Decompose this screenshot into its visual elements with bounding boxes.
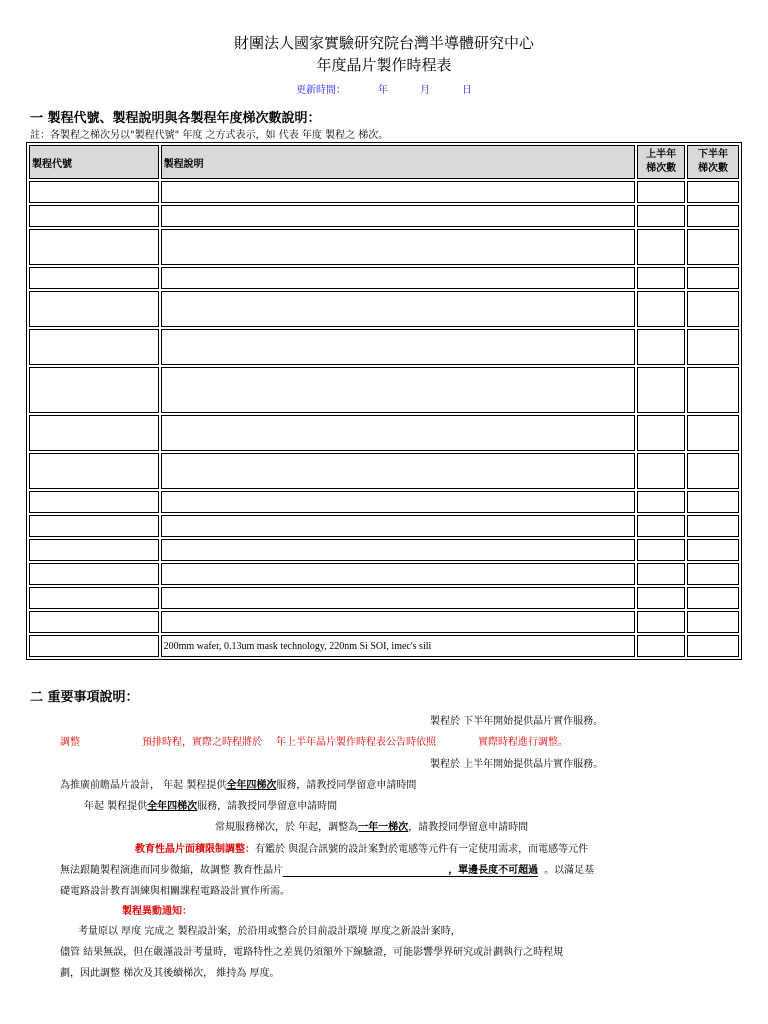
- table-row: [29, 415, 739, 451]
- col-code-header: 製程代號: [29, 145, 159, 179]
- org-title: 財團法人國家實驗研究院台灣半導體研究中心: [233, 34, 534, 52]
- table-row: [29, 563, 739, 585]
- note-line-3: 製程於 上半年開始提供晶片實作服務。: [430, 759, 604, 770]
- note-line-2: 調整 預排時程，實際之時程將於 年上半年晶片製作時程表公告時依照 實際時程進行調整。: [60, 737, 568, 748]
- update-time: [0, 81, 768, 96]
- note-line-1: 製程於 下半年開始提供晶片實作服務。: [430, 716, 604, 727]
- update-month: 月: [420, 85, 430, 96]
- col-desc-header: 製程說明: [161, 145, 636, 179]
- note-line-9: 礎電路設計教育訓練與相關課程電路設計實作所需。: [60, 886, 290, 897]
- update-year: 年: [378, 85, 388, 96]
- note-line-8: 無法跟隨製程演進而同步微縮，故調整 教育性晶片 ，單邊長度不可超過 。以滿足基: [60, 861, 594, 877]
- table-row: [29, 329, 739, 365]
- col-second-half-header: 下半年 梯次數: [687, 145, 739, 179]
- note-line-12: 儘管 結果無誤，但在嚴謹設計考量時，電路特性之差異仍須額外下線驗證，可能影響學界研究或計劃執行之時程規: [60, 947, 564, 958]
- note-line-5: 年起 製程提供全年四梯次服務，請教授同學留意申請時間: [84, 801, 338, 812]
- table-row: [29, 291, 739, 327]
- table-row: [29, 229, 739, 265]
- table-row: [29, 367, 739, 413]
- note-line-11: 考量原以 厚度 完成之 製程設計案，於沿用或整合於目前設計環境 厚度之新設計案時，: [78, 926, 461, 937]
- table-row: [29, 453, 739, 489]
- section2-heading: 二 重要事項說明：: [30, 690, 139, 705]
- process-change-heading: 製程異動通知：: [122, 906, 192, 917]
- section1-note: 註：各製程之梯次另以"製程代號" 年度 之方式表示，如 代表 年度 製程之 梯次。: [30, 130, 389, 141]
- table-row: [29, 587, 739, 609]
- table-row: [29, 181, 739, 203]
- col-first-half-header: 上半年 梯次數: [637, 145, 685, 179]
- doc-title: 年度晶片製作時程表: [316, 56, 452, 74]
- update-label: 更新時間：: [296, 85, 346, 96]
- table-row: [29, 491, 739, 513]
- note-line-6: 常規服務梯次，於 年起，調整為一年一梯次，請教授同學留意申請時間: [215, 822, 529, 833]
- note-line-4: 為推廣前瞻晶片設計， 年起 製程提供全年四梯次服務，請教授同學留意申請時間: [60, 780, 417, 791]
- table-row: [29, 515, 739, 537]
- table-header-row: [29, 145, 739, 179]
- table-row: [29, 267, 739, 289]
- process-table: [26, 142, 742, 660]
- table-row: [29, 635, 739, 657]
- note-line-13: 劃，因此調整 梯次及其後續梯次， 維持為 厚度。: [60, 968, 280, 979]
- table-row: [29, 611, 739, 633]
- wafer-description: 200mm wafer, 0.13um mask technology, 220nm Si SOI, imec's sili: [161, 635, 636, 657]
- update-day: 日: [462, 85, 472, 96]
- table-row: [29, 205, 739, 227]
- table-row: [29, 539, 739, 561]
- note-line-7: 教育性晶片面積限制調整：有鑑於 與混合訊號的設計案對於電感等元件有一定使用需求，而電感等元件: [135, 844, 589, 855]
- section1-heading: 一 製程代號、製程說明與各製程年度梯次數說明：: [30, 111, 321, 126]
